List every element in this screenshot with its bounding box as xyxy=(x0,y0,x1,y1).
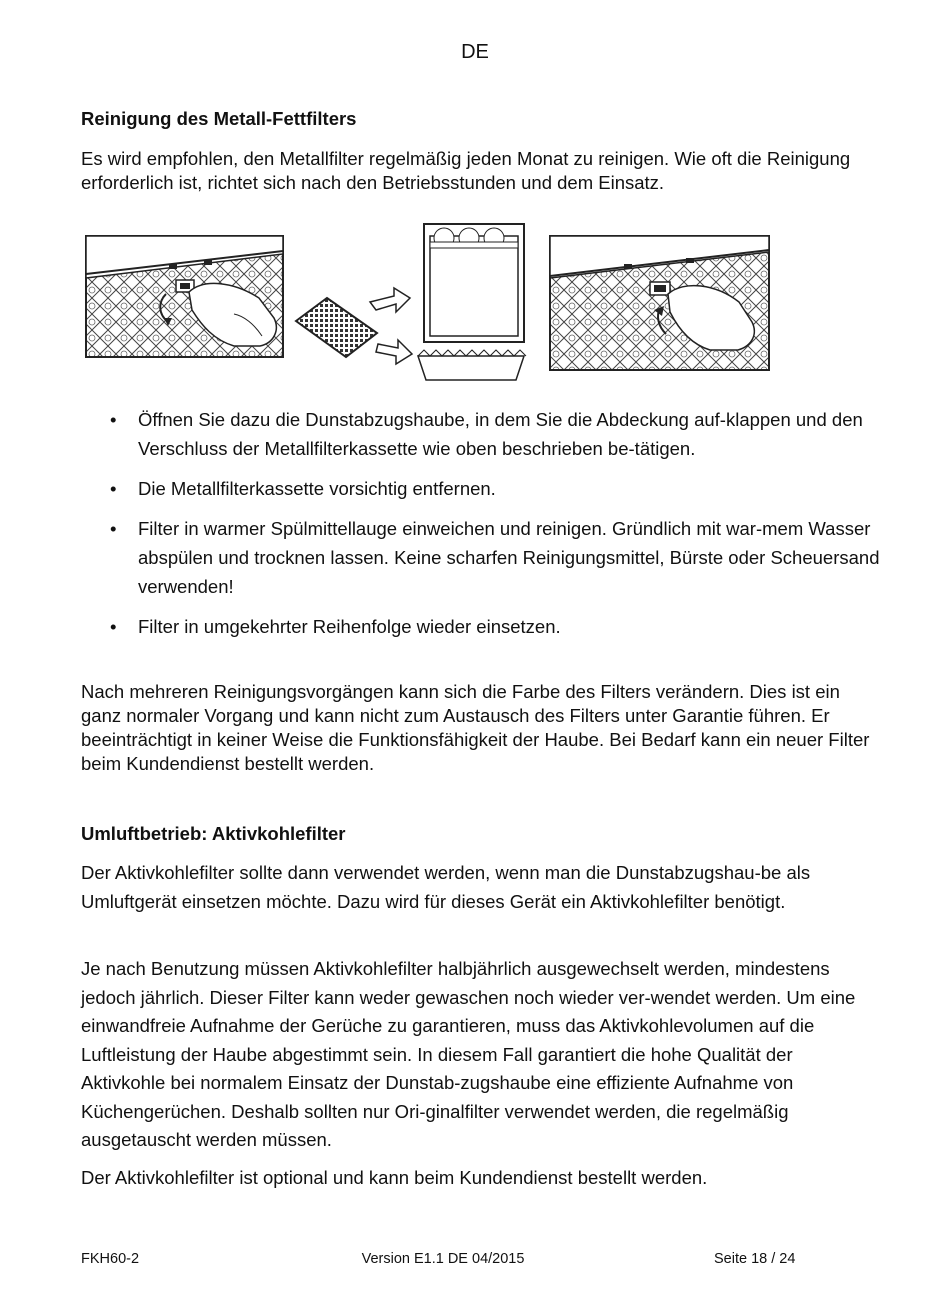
filter-cassette-drawing xyxy=(296,298,377,357)
arrow-to-basin-icon xyxy=(376,340,412,364)
washing-basin-drawing xyxy=(418,350,526,380)
dishwasher-drawing xyxy=(424,224,524,342)
carbon-filter-optional-paragraph: Der Aktivkohlefilter ist optional und kann beim Kundendienst bestellt werden. xyxy=(81,1167,708,1188)
hood-closing-panel xyxy=(550,236,769,370)
list-item: • Filter in warmer Spülmittellauge einweichen und reinigen. Gründlich mit war-mem Wasser abspülen und trocknen lassen. Keine scharfen Reinigungsmittel, Bürste oder Scheuersand verwenden! xyxy=(81,514,881,601)
arrow-to-dishwasher-icon xyxy=(370,288,410,312)
filter-cleaning-illustration xyxy=(84,218,774,383)
intro-paragraph: Es wird empfohlen, den Metallfilter regelmäßig jeden Monat zu reinigen. Wie oft die Reinigung erforderlich ist, richtet sich nach den Betriebsstunden und dem Einsatz. xyxy=(81,148,851,193)
footer-version: Version E1.1 DE 04/2015 xyxy=(361,1251,525,1267)
cleaning-steps-list xyxy=(81,405,881,652)
bullet-icon: • xyxy=(110,518,117,539)
color-change-paragraph: Nach mehreren Reinigungsvorgängen kann sich die Farbe des Filters verändern. Dies ist ein ganz normaler Vorgang und kann nicht zum Austausch des Filters unter Garantie führen. Er beeinträchtigt in keiner Weise die Funktionsfähigkeit der Haube. Bei Bedarf kann ein neuer Filter beim Kundendienst bestellt werden. xyxy=(81,681,870,774)
section-heading-metal-filter: Reinigung des Metall-Fettfilters xyxy=(81,108,357,129)
bullet-icon: • xyxy=(110,616,117,637)
footer-model: FKH60-2 xyxy=(81,1251,140,1267)
carbon-filter-intro-paragraph: Der Aktivkohlefilter sollte dann verwendet werden, wenn man die Dunstabzugshau-be als Umluftgerät einsetzen möchte. Dazu wird für dieses Gerät ein Aktivkohlefilter benötigt. xyxy=(81,862,811,912)
list-item: • Öffnen Sie dazu die Dunstabzugshaube, in dem Sie die Abdeckung auf-klappen und den Verschluss der Metallfilterkassette wie oben beschrieben be-tätigen. xyxy=(81,405,881,463)
bullet-icon: • xyxy=(110,478,117,499)
language-label: DE xyxy=(461,41,489,63)
hood-opening-panel xyxy=(86,236,283,357)
section-heading-carbon-filter: Umluftbetrieb: Aktivkohlefilter xyxy=(81,823,346,844)
list-item: • Filter in umgekehrter Reihenfolge wieder einsetzen. xyxy=(81,612,881,641)
list-item: • Die Metallfilterkassette vorsichtig entfernen. xyxy=(81,474,881,503)
carbon-filter-replacement-paragraph: Je nach Benutzung müssen Aktivkohlefilter halbjährlich ausgewechselt werden, mindestens jedoch jährlich. Dieser Filter kann weder gewaschen noch wieder ver-wendet werden. Um eine einwandfreie Aufnahme der Gerüche zu garantieren, muss das Aktivkohlevolumen auf die Luftleistung der Haube abgestimmt sein. In diesem Fall garantiert die hohe Qualität der Aktivkohle bei normalem Einsatz der Dunstab-zugshaube eine effiziente Aufnahme von Küchengerüchen. Deshalb sollten nur Ori-ginalfilter verwendet werden, die regelmäßig ausgetauscht werden müssen. xyxy=(81,958,856,1150)
bullet-icon: • xyxy=(110,409,117,430)
footer-page-number: Seite 18 / 24 xyxy=(714,1251,796,1267)
